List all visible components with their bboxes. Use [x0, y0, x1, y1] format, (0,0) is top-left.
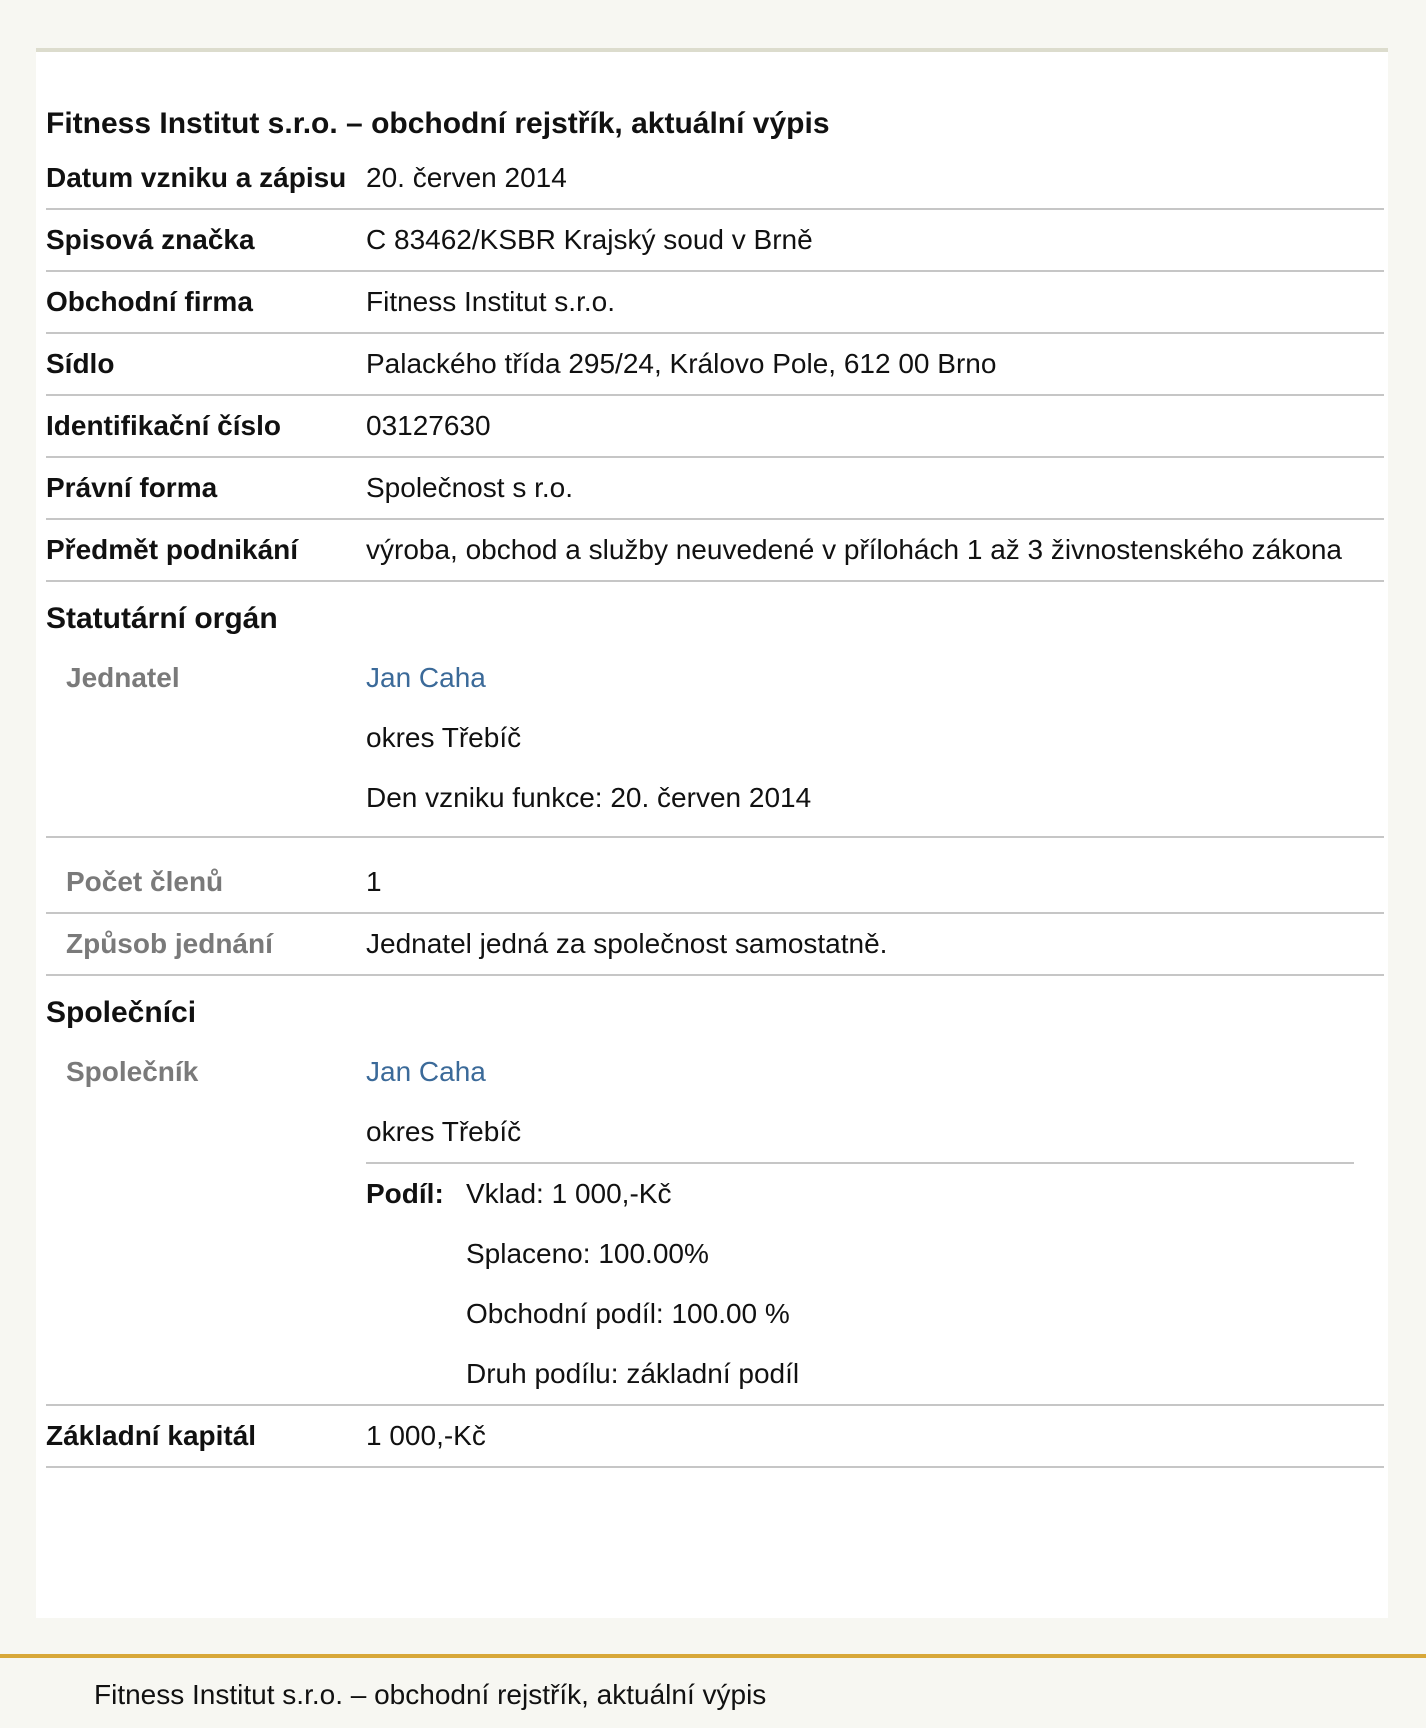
datum-value: 20. červen 2014: [366, 162, 567, 193]
spolecnik-okres: okres Třebíč: [366, 1116, 522, 1147]
spolecnik-label: Společník: [66, 1056, 199, 1087]
row-zakladni-kapital: [46, 1406, 1384, 1468]
spolecnik-name-link[interactable]: Jan Caha: [366, 1056, 486, 1087]
spis-label: Spisová značka: [46, 224, 255, 255]
podil-obchodni: Obchodní podíl: 100.00 %: [466, 1298, 790, 1329]
podil-lines: [466, 1164, 1354, 1404]
row-spisova-znacka: [46, 210, 1384, 272]
register-content: [46, 100, 1384, 1468]
podil-block: [366, 1162, 1354, 1404]
row-jednatel: [46, 648, 1384, 838]
spolecnici-heading: Společníci: [46, 996, 197, 1029]
jednatel-okres: okres Třebíč: [366, 722, 522, 753]
row-pravni-forma: [46, 458, 1384, 520]
podil-label: Podíl:: [366, 1178, 444, 1209]
zpusob-value: Jednatel jedná za společnost samostatně.: [366, 928, 888, 959]
sidlo-label: Sídlo: [46, 348, 115, 379]
kapital-label: Základní kapitál: [46, 1420, 257, 1451]
row-datum: [46, 148, 1384, 210]
spolecnik-details: [366, 1042, 1384, 1404]
statutarni-heading: Statutární orgán: [46, 602, 278, 635]
pocet-value: 1: [366, 866, 382, 897]
footer-title: Fitness Institut s.r.o. – obchodní rejstřík, aktuální výpis: [94, 1679, 767, 1710]
sidlo-value: Palackého třída 295/24, Královo Pole, 612 00 Brno: [366, 348, 997, 379]
row-ico: [46, 396, 1384, 458]
row-predmet: [46, 520, 1384, 582]
jednatel-name-link[interactable]: Jan Caha: [366, 662, 486, 693]
row-pocet-clenu: [46, 838, 1384, 914]
kapital-value: 1 000,-Kč: [366, 1420, 486, 1451]
jednatel-den-vzniku: Den vzniku funkce: 20. červen 2014: [366, 782, 812, 813]
zpusob-label: Způsob jednání: [66, 928, 273, 959]
page-title: Fitness Institut s.r.o. – obchodní rejstřík, aktuální výpis: [46, 107, 830, 140]
jednatel-label: Jednatel: [66, 662, 180, 693]
datum-label: Datum vzniku a zápisu: [46, 162, 347, 193]
ico-value: 03127630: [366, 410, 491, 441]
forma-label: Právní forma: [46, 472, 218, 503]
ico-label: Identifikační číslo: [46, 410, 281, 441]
podil-vklad: Vklad: 1 000,-Kč: [466, 1178, 672, 1209]
row-sidlo: [46, 334, 1384, 396]
pocet-label: Počet členů: [66, 866, 224, 897]
firma-value: Fitness Institut s.r.o.: [366, 286, 615, 317]
firma-label: Obchodní firma: [46, 286, 253, 317]
row-spolecnik: [46, 1042, 1384, 1406]
predmet-label: Předmět podnikání: [46, 534, 299, 565]
jednatel-details: [366, 648, 1384, 836]
footer-divider: [0, 1654, 1426, 1658]
podil-druh: Druh podílu: základní podíl: [466, 1358, 800, 1389]
predmet-value: výroba, obchod a služby neuvedené v přílohách 1 až 3 živnostenského zákona: [366, 534, 1342, 565]
spis-value: C 83462/KSBR Krajský soud v Brně: [366, 224, 813, 255]
forma-value: Společnost s r.o.: [366, 472, 574, 503]
register-card: [36, 48, 1388, 1618]
row-zpusob-jednani: [46, 914, 1384, 976]
row-obchodni-firma: [46, 272, 1384, 334]
podil-splaceno: Splaceno: 100.00%: [466, 1238, 709, 1269]
